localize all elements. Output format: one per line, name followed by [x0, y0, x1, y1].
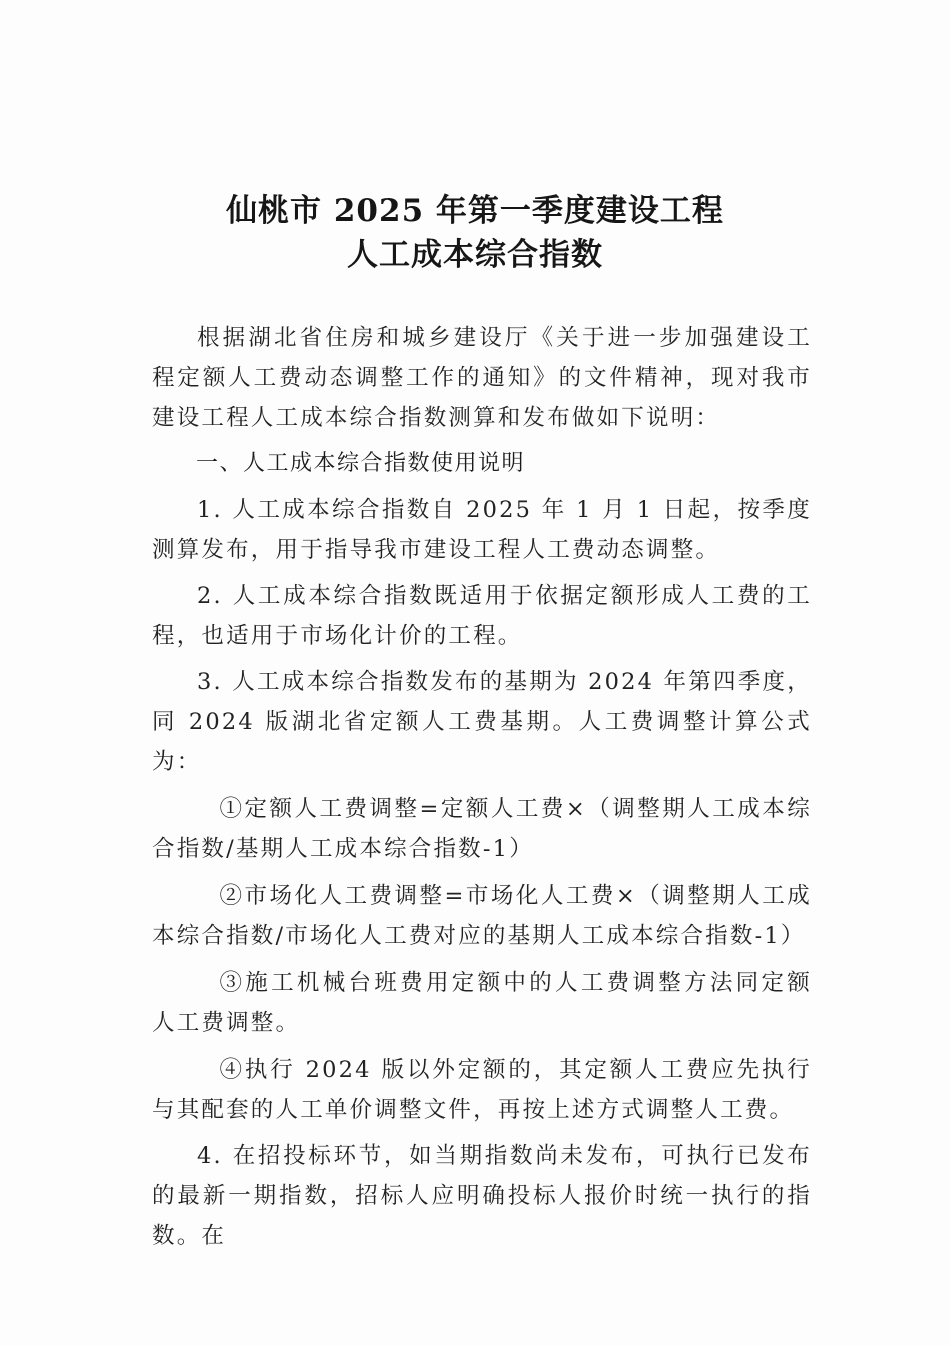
formula-3-paragraph: ③施工机械台班费用定额中的人工费调整方法同定额人工费调整。	[152, 970, 812, 1036]
document-body	[152, 318, 812, 1256]
section-heading: 一、人工成本综合指数使用说明	[196, 451, 526, 476]
formula-4-paragraph: ④执行 2024 版以外定额的，其定额人工费应先执行与其配套的人工单价调整文件，再按上述方式调整人工费。	[152, 1057, 812, 1123]
item-3-paragraph: 3. 人工成本综合指数发布的基期为 2024 年第四季度，同 2024 版湖北省定额人工费基期。人工费调整计算公式为：	[152, 669, 812, 775]
document-title-line1: 仙桃市 2025 年第一季度建设工程	[226, 193, 724, 229]
document-title-line2: 人工成本综合指数	[347, 237, 603, 273]
item-4-paragraph: 4. 在招投标环节，如当期指数尚未发布，可执行已发布的最新一期指数，招标人应明确投标人报价时统一执行的指数。在	[152, 1143, 812, 1249]
intro-paragraph: 根据湖北省住房和城乡建设厅《关于进一步加强建设工程定额人工费动态调整工作的通知》的文件精神，现对我市建设工程人工成本综合指数测算和发布做如下说明：	[152, 325, 812, 431]
item-1-paragraph: 1. 人工成本综合指数自 2025 年 1 月 1 日起，按季度测算发布，用于指导我市建设工程人工费动态调整。	[152, 497, 812, 563]
formula-1-paragraph: ①定额人工费调整=定额人工费×（调整期人工成本综合指数/基期人工成本综合指数-1）	[152, 796, 812, 862]
formula-2-paragraph: ②市场化人工费调整=市场化人工费×（调整期人工成本综合指数/市场化人工费对应的基期人工成本综合指数-1）	[152, 883, 812, 949]
item-2-paragraph: 2. 人工成本综合指数既适用于依据定额形成人工费的工程，也适用于市场化计价的工程。	[152, 583, 812, 649]
